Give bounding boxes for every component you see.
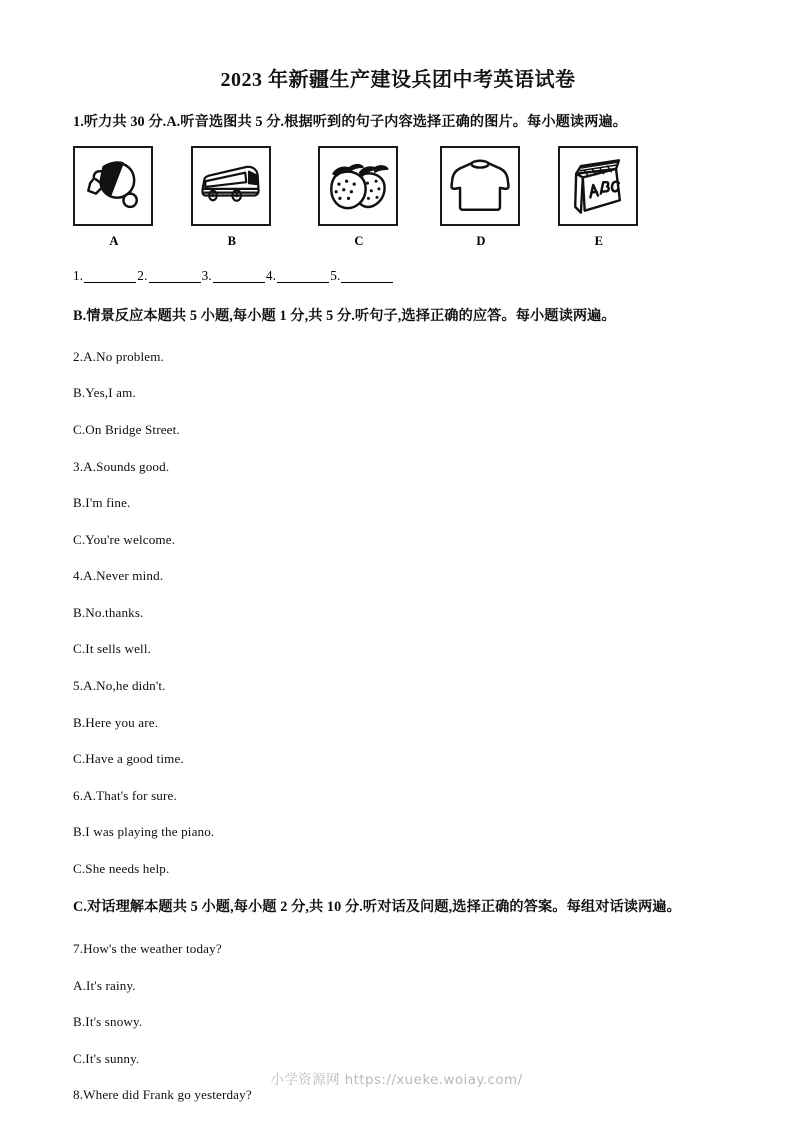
answer-blanks-row: [73, 265, 723, 286]
question-line: 3.A.Sounds good.: [73, 458, 170, 474]
question-line: C.It's sunny.: [73, 1050, 140, 1066]
document-content: [73, 0, 723, 1106]
question-line: B.I was playing the piano.: [73, 824, 215, 840]
picture-box-e: [558, 146, 638, 226]
question-line: A.It's rainy.: [73, 977, 136, 993]
abc-book-icon: [560, 148, 636, 224]
picture-options-row: [73, 146, 723, 258]
page-title: 2023 年新疆生产建设兵团中考英语试卷: [220, 69, 576, 91]
question-line: B.Here you are.: [73, 714, 159, 730]
answer-blank-2[interactable]: [149, 282, 201, 283]
question-line: 8.Where did Frank go yesterday?: [73, 1087, 252, 1103]
blank-number-5: 5.: [330, 267, 341, 283]
question-line: 7.How's the weather today?: [73, 941, 222, 956]
question-line: C.She needs help.: [73, 860, 170, 876]
question-line: C.You're welcome.: [73, 531, 176, 547]
question-line: B.I'm fine.: [73, 495, 131, 511]
question-line: C.On Bridge Street.: [73, 421, 180, 437]
blank-number-1: 1.: [73, 267, 84, 283]
answer-blank-1[interactable]: [84, 282, 136, 283]
picture-option-a: [73, 146, 155, 249]
question-line: B.No.thanks.: [73, 604, 144, 620]
picture-label-b: B: [227, 233, 237, 248]
question-line: 6.A.That's for sure.: [73, 787, 177, 803]
blank-number-3: 3.: [201, 267, 212, 283]
answer-blank-3[interactable]: [213, 282, 265, 283]
t-shirt-icon: [442, 148, 518, 224]
picture-box-b: [191, 146, 271, 226]
question-line: C.It sells well.: [73, 641, 152, 657]
section-c-heading: C.对话理解本题共 5 小题,每小题 2 分,共 10 分.听对话及问题,选择正确的答案。每组对话读两遍。: [73, 899, 681, 916]
picture-option-e: [558, 146, 640, 249]
answer-blank-4[interactable]: [277, 282, 329, 283]
bus-icon: [193, 148, 269, 224]
picture-label-c: C: [354, 233, 364, 248]
picture-option-c: [318, 146, 400, 249]
answer-blank-5[interactable]: [341, 282, 393, 283]
table-tennis-paddles-icon: [75, 148, 151, 224]
blank-number-2: 2.: [137, 267, 148, 283]
blank-number-4: 4.: [265, 267, 277, 283]
watermark: 小学资源网 https://xueke.woiay.com/: [270, 1072, 523, 1088]
strawberries-icon: [320, 148, 396, 224]
question-line: C.Have a good time.: [73, 751, 184, 767]
question-line: 2.A.No problem.: [73, 348, 164, 364]
picture-box-a: [73, 146, 153, 226]
picture-label-d: D: [476, 233, 486, 248]
picture-box-c: [318, 146, 398, 226]
picture-box-d: [440, 146, 520, 226]
question-line: 5.A.No,he didn't.: [73, 678, 166, 693]
question-line: 4.A.Never mind.: [73, 568, 164, 584]
question-line: B.It's snowy.: [73, 1014, 143, 1030]
question-line: B.Yes,I am.: [73, 385, 136, 401]
section-b-heading: B.情景反应本题共 5 小题,每小题 1 分,共 5 分.听句子,选择正确的应答。每小题读两遍。: [73, 307, 616, 324]
picture-label-a: A: [109, 233, 119, 248]
picture-option-b: [191, 146, 273, 249]
picture-label-e: E: [594, 233, 604, 248]
picture-option-d: [440, 146, 522, 249]
section-a-heading: 1.听力共 30 分.A.听音选图共 5 分.根据听到的句子内容选择正确的图片。每小题读两遍。: [73, 114, 628, 130]
